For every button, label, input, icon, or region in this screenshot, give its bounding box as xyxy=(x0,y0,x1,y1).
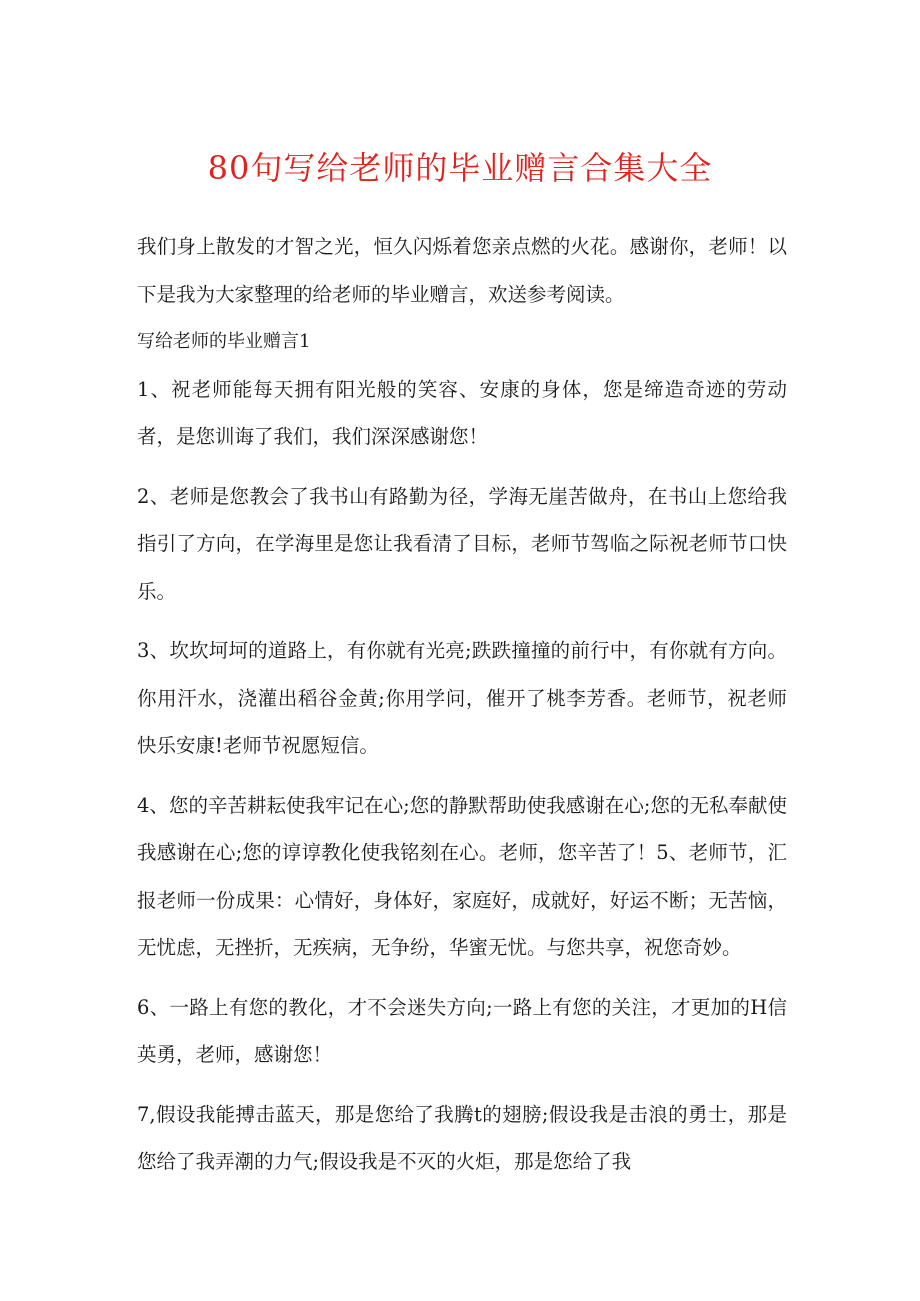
list-item: 2、老师是您教会了我书山有路勤为径，学海无崖苦做舟，在书山上您给我指引了方向，在学海里是您让我看清了目标，老师节驾临之际祝老师节口快乐。 xyxy=(137,484,787,603)
list-item: 4、您的辛苦耕耘使我牢记在心;您的静默帮助使我感谢在心;您的无私奉献使我感谢在心;您的谆谆教化使我铭刻在心。老师，您辛苦了！5、老师节，汇报老师一份成果：心情好，身体好，家庭好，成就好，好运不断；无苦恼，无忧虑，无挫折，无疾病，无争纷，华蜜无忧。与您共享，祝您奇妙。 xyxy=(137,793,787,959)
list-item: 3、坎坎坷坷的道路上，有你就有光亮;跌跌撞撞的前行中，有你就有方向。你用汗水，浇灌出稻谷金黄;你用学问，催开了桃李芳香。老师节，祝老师快乐安康!老师节祝愿短信。 xyxy=(137,639,787,757)
section-subheading: 写给老师的毕业赠言1 xyxy=(137,331,311,352)
list-item: 7,假设我能搏击蓝天，那是您给了我腾t的翅膀;假设我是击浪的勇士，那是您给了我弄潮的力气;假设我是不灭的火炬，那是您给了我 xyxy=(137,1102,787,1173)
list-item: 6、一路上有您的教化，才不会迷失方向;一路上有您的关注，才更加的H信英勇，老师，感谢您！ xyxy=(137,995,787,1066)
document-title: 80句写给老师的毕业赠言合集大全 xyxy=(207,149,713,187)
intro-paragraph: 我们身上散发的才智之光，恒久闪烁着您亲点燃的火花。感谢你，老师！以下是我为大家整理的给老师的毕业赠言，欢送参考阅读。 xyxy=(137,235,787,306)
list-item: 1、祝老师能每天拥有阳光般的笑容、安康的身体，您是缔造奇迹的劳动者，是您训诲了我们，我们深深感谢您！ xyxy=(137,377,787,448)
document-body xyxy=(137,223,787,1198)
